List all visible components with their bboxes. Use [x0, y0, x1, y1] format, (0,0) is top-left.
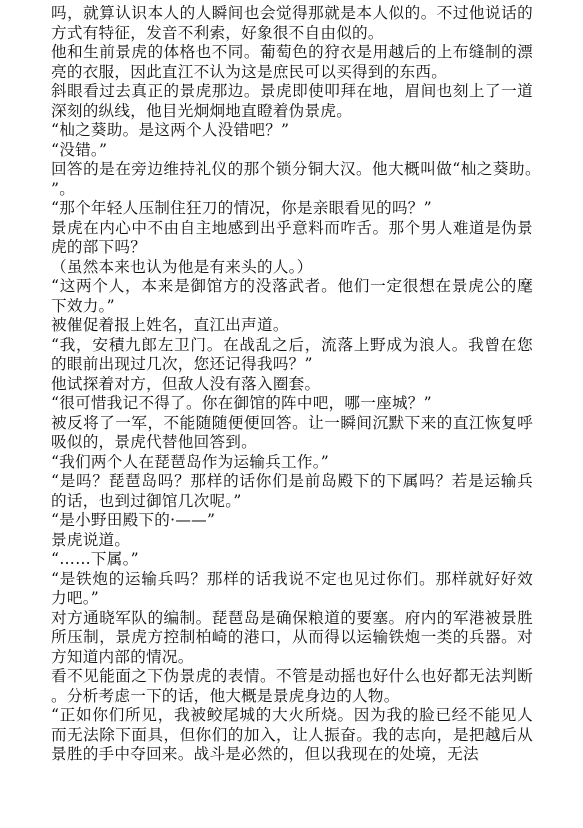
paragraph: 回答的是在旁边维持礼仪的那个锁分铜大汉。他大概叫做“杣之葵助。”。 — [51, 160, 533, 198]
paragraph: “很可惜我记不得了。你在御馆的阵中吧，哪一座城？” — [51, 394, 432, 412]
paragraph: “……下属。” — [51, 550, 139, 568]
paragraph: （虽然本来也认为他是有来头的人。） — [51, 257, 313, 276]
paragraph: “是小野田殿下的·——” — [51, 511, 216, 529]
paragraph: “正如你们所见，我被鲛尾城的大火所烧。因为我的脸已经不能见人而无法除下面具，但你们的加入，让人振奋。我的志向，是把越后从景胜的手中夺回来。战斗是必然的，但以我现在的处境，无法 — [51, 706, 533, 763]
paragraph: “那个年轻人压制住狂刀的情况，你是亲眼看见的吗？” — [51, 199, 432, 217]
paragraph: “是铁炮的运输兵吗？那样的话我说不定也见过你们。那样就好好效力吧。” — [51, 569, 533, 607]
paragraph: “我们两个人在琵琶岛作为运输兵工作。” — [51, 452, 329, 471]
paragraph: “我，安積九郎左卫门。在战乱之后，流落上野成为浪人。我曾在您的眼前出现过几次，您还记得我吗？” — [51, 335, 533, 373]
paragraph: “这两个人，本来是御馆方的没落武者。他们一定很想在景虎公的麾下效力。” — [51, 277, 533, 315]
paragraph: 被反将了一军，不能随随便便回答。让一瞬间沉默下来的直江恢复呼吸似的，景虎代替他回答到。 — [51, 413, 533, 451]
paragraph: 被催促着报上姓名，直江出声道。 — [51, 316, 289, 334]
paragraph: “杣之葵助。是这两个人没错吧？” — [51, 121, 290, 139]
paragraph: 景虎在内心中不由自主地感到出乎意料而咋舌。那个男人难道是伪景虎的部下吗？ — [51, 218, 533, 256]
paragraph: 斜眼看过去真正的景虎那边。景虎即使叩拜在地，眉间也刻上了一道深刻的纵线，他目光炯炯地直瞪着伪景虎。 — [51, 82, 533, 120]
document-page — [51, 4, 533, 765]
paragraph: 他试探着对方，但敌人没有落入圈套。 — [51, 374, 321, 393]
paragraph: 他和生前景虎的体格也不同。葡萄色的狩衣是用越后的上布缝制的漂亮的衣服，因此直江不认为这是庶民可以买得到的东西。 — [51, 43, 533, 81]
paragraph: 吗，就算认识本人的人瞬间也会觉得那就是本人似的。不过他说话的方式有特征，发音不利索，好象很不自由似的。 — [51, 4, 533, 42]
paragraph: “没错。” — [51, 140, 108, 159]
paragraph: 景虎说道。 — [51, 530, 131, 549]
paragraph: “是吗？琵琶岛吗？那样的话你们是前岛殿下的下属吗？若是运输兵的话，也到过御馆几次呢。” — [51, 472, 533, 510]
paragraph: 对方通晓军队的编制。琵琶岛是确保粮道的要塞。府内的军港被景胜所压制，景虎方控制柏崎的港口，从而得以运输铁炮一类的兵器。对方知道内部的情况。 — [51, 608, 533, 666]
paragraph: 看不见能面之下伪景虎的表情。不管是动摇也好什么也好都无法判断。分析考虑一下的话，他大概是景虎身边的人物。 — [51, 667, 533, 705]
